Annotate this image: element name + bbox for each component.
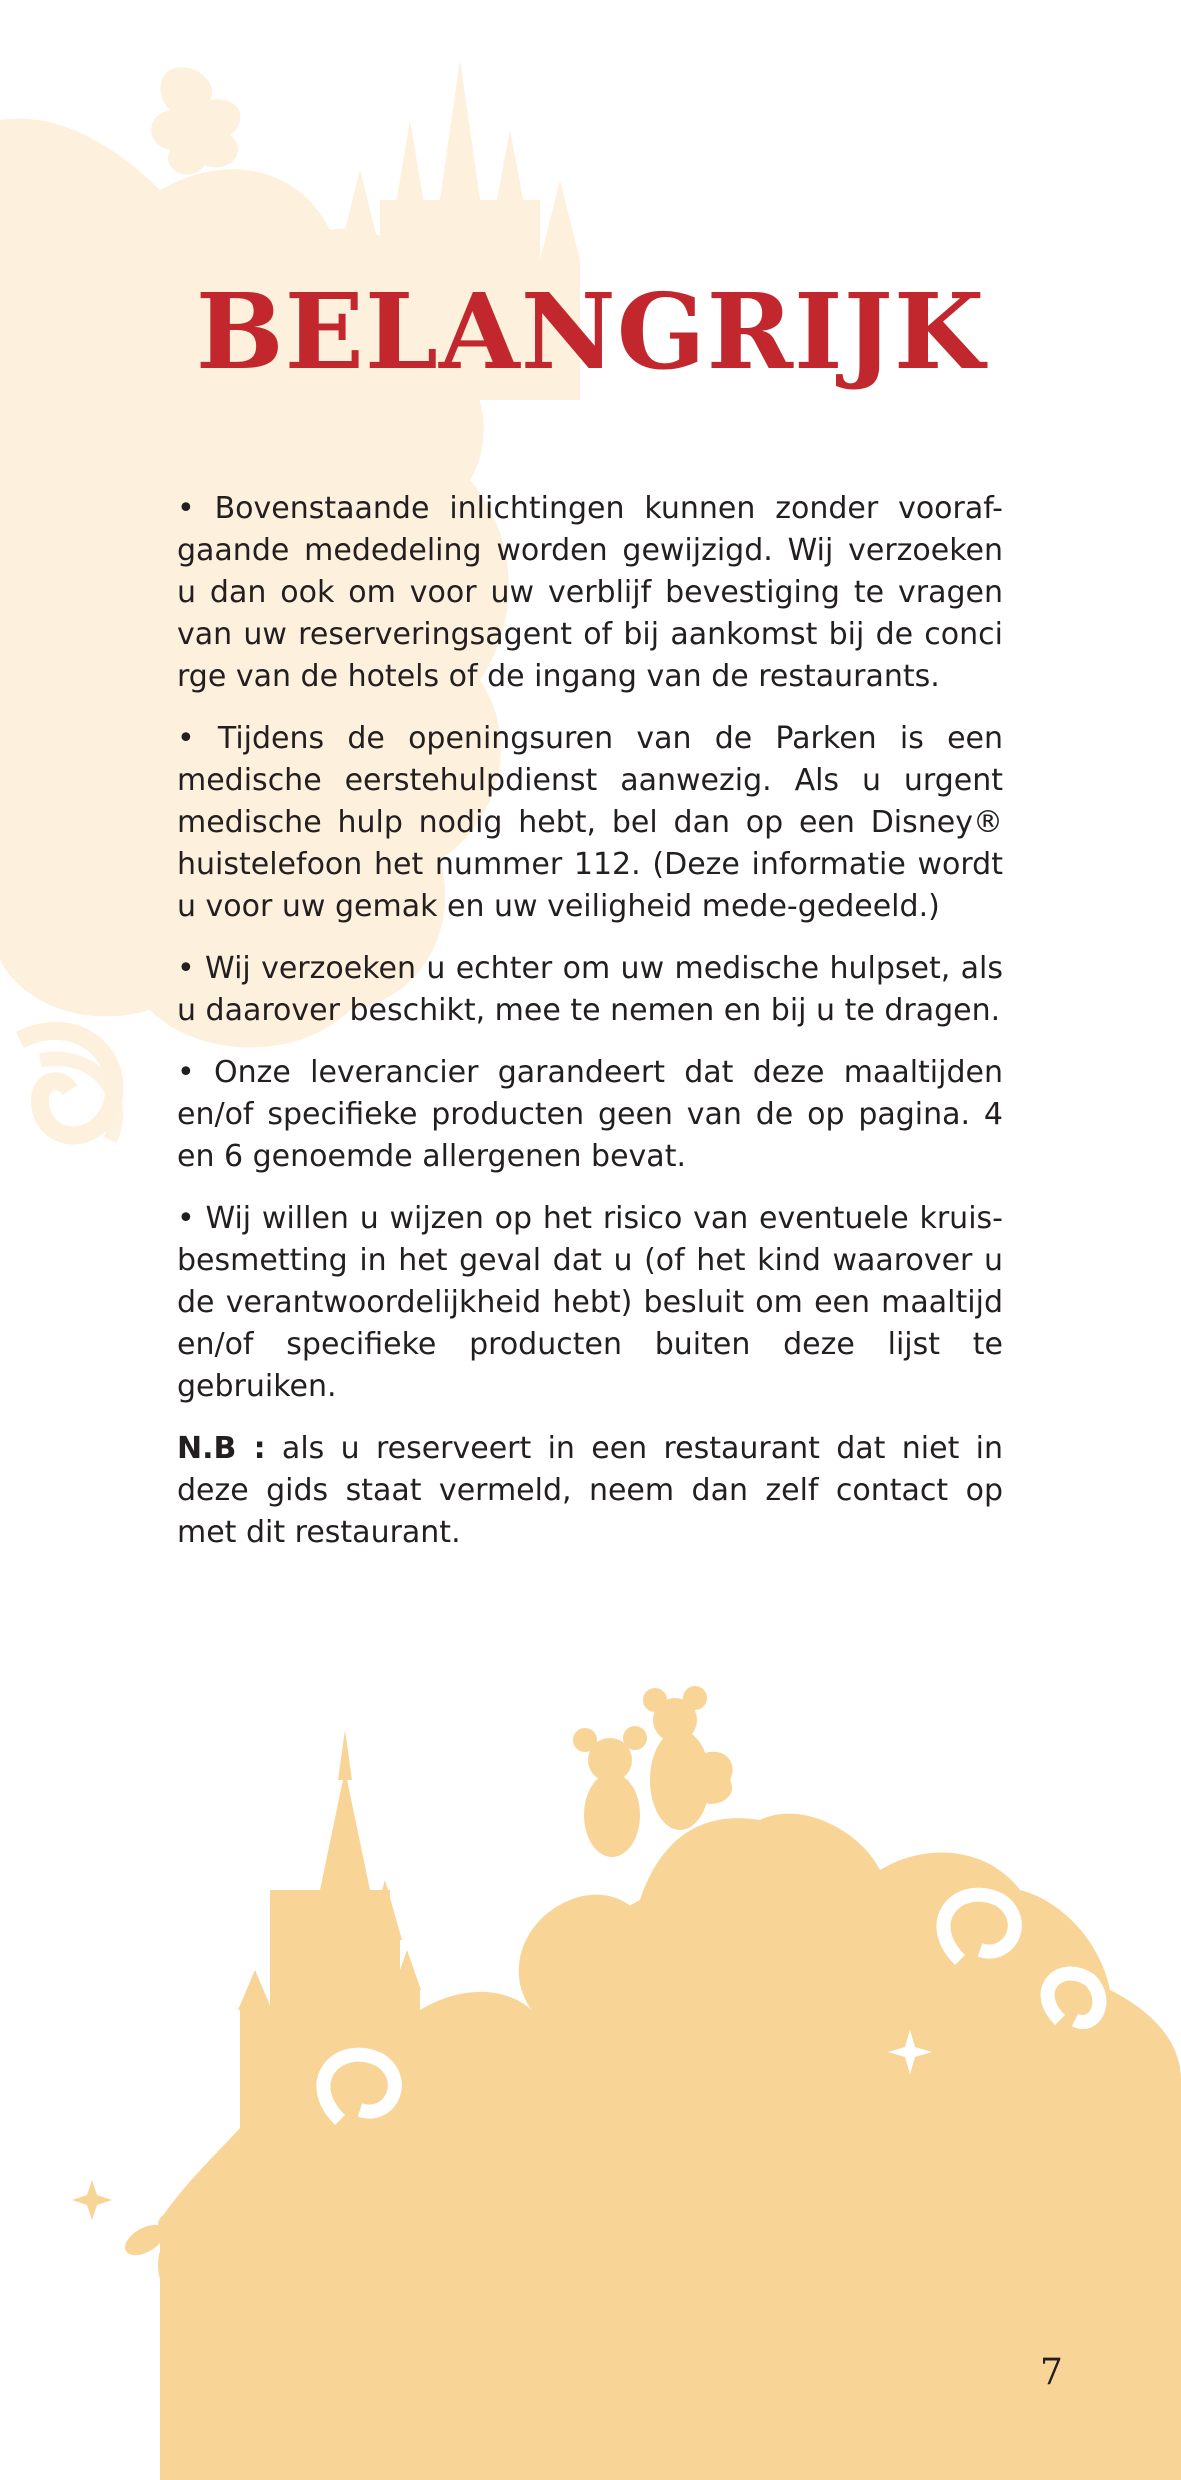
paragraph-item: • Wij willen u wijzen op het risico van eventuele kruis-besmetting in het geval dat u (of het kind waarover u de verantwoordelijkheid hebt) besluit om een maaltijd en/of specifieke producten buiten deze lijst te gebruiken. <box>177 1201 1003 1404</box>
page-number: 7 <box>1040 2352 1063 2393</box>
paragraph-item: • Bovenstaande inlichtingen kunnen zonder vooraf-gaande mededeling worden gewijzigd. Wij verzoeken u dan ook om voor uw verblijf bevestiging te vragen van uw reserveringsagent of bij aankomst bij de conci rge van de hotels of de ingang van de restaurants. <box>177 491 1003 694</box>
nb-text: als u reserveert in een restaurant dat niet in deze gids staat vermeld, neem dan zelf contact op met dit restaurant. <box>177 1431 1004 1550</box>
body-text <box>177 488 1003 1574</box>
nb-paragraph <box>177 1428 1003 1554</box>
paragraph-item: • Wij verzoeken u echter om uw medische hulpset, als u daarover beschikt, mee te nemen en bij u te dragen. <box>177 951 1003 1028</box>
sparkle-star-icon <box>72 2180 112 2220</box>
page-title: BELANGRIJK <box>195 270 986 393</box>
paragraph-item: • Tijdens de openingsuren van de Parken is een medische eerstehulpdienst aanwezig. Als u urgent medische hulp nodig hebt, bel dan op een Disney® huistelefoon het nummer 112. (Deze informatie wordt u voor uw gemak en uw veiligheid mede-gedeeld.) <box>177 721 1003 924</box>
nb-label: N.B : <box>177 1431 266 1466</box>
paragraph-item: • Onze leverancier garandeert dat deze maaltijden en/of specifieke producten geen van de op pagina. 4 en 6 genoemde allergenen bevat. <box>177 1055 1003 1174</box>
